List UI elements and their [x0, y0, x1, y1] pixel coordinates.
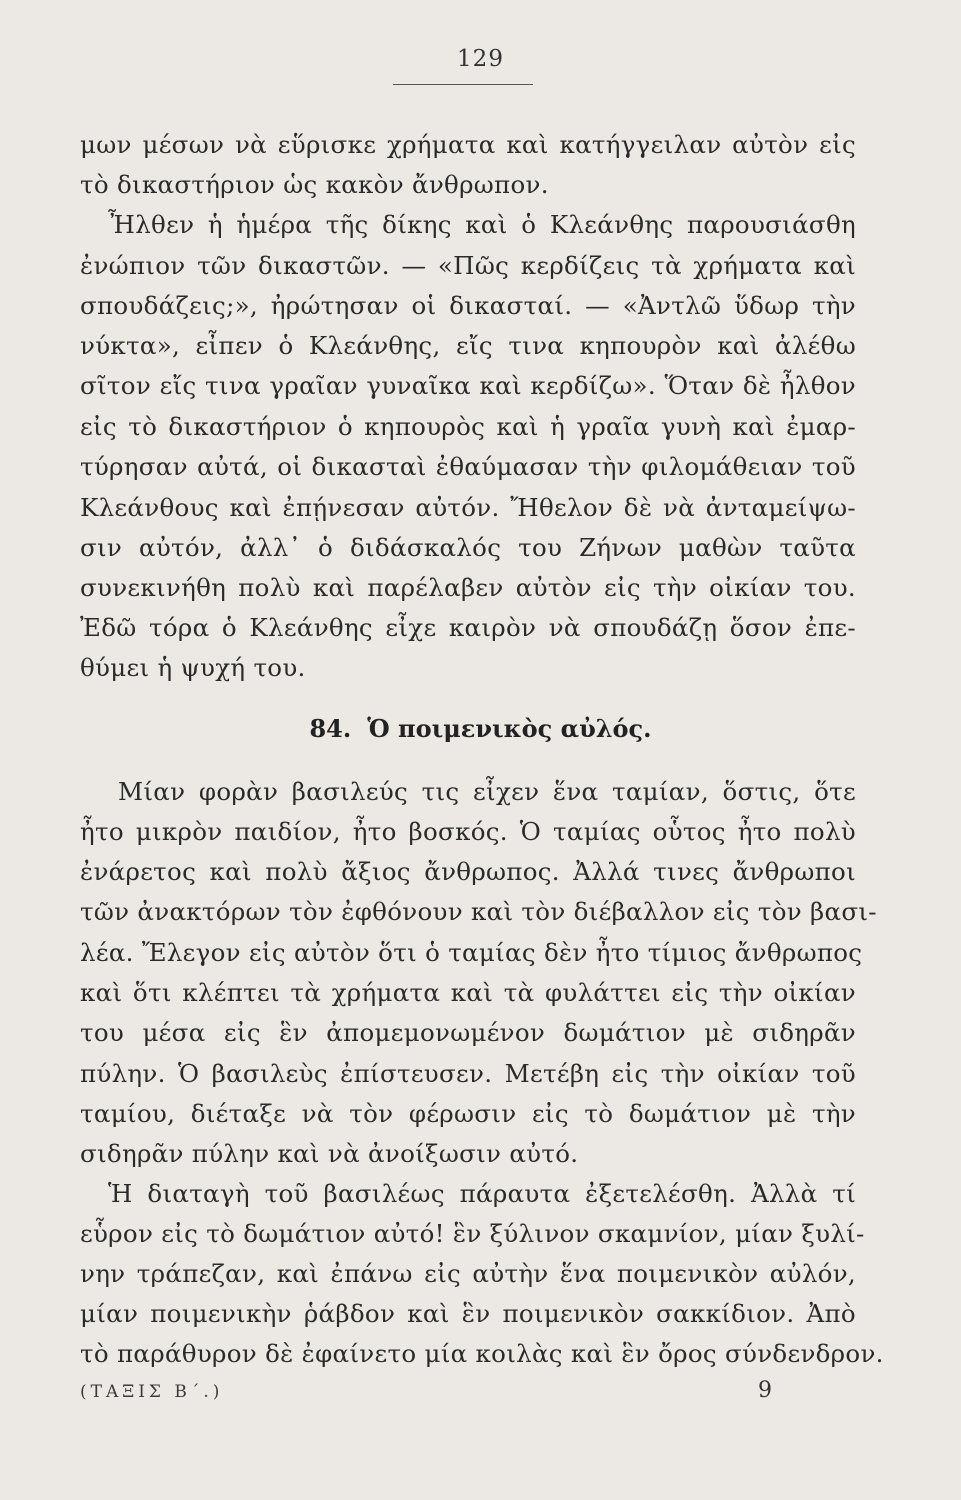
printer-signature: (ΤΑΞΙΣ Β΄.) [80, 1382, 224, 1402]
section-heading [0, 706, 961, 752]
text-line: λέα. Ἔλεγον εἰς αὐτὸν ὅτι ὁ ταμίας δὲν ἦτο τίμιος ἄνθρωπος [80, 938, 863, 967]
text-line: σῖτον εἴς τινα γραῖαν γυναῖκα καὶ κερδίζω». Ὅταν δὲ ἦλθον [80, 371, 856, 400]
text-line: ἦτο μικρὸν παιδίον, ἦτο βοσκός. Ὁ ταμίας οὗτος ἦτο πολὺ [80, 817, 856, 846]
text-line: Κλεάνθους καὶ ἐπῄνεσαν αὐτόν. Ἤθελον δὲ νὰ ἀνταμείψω- [80, 493, 856, 522]
text-line: καὶ ὅτι κλέπτει τὰ χρήματα καὶ τὰ φυλάττει εἰς τὴν οἰκίαν [80, 978, 856, 1007]
sheet-number: 9 [758, 1378, 772, 1403]
text-line: ταμίου, διέταξε νὰ τὸν φέρωσιν εἰς τὸ δωμάτιον μὲ τὴν [80, 1099, 856, 1128]
text-line: τύρησαν αὐτά, οἱ δικασταὶ ἐθαύμασαν τὴν φιλομάθειαν τοῦ [80, 452, 856, 481]
text-line: τῶν ἀνακτόρων τὸν ἐφθόνουν καὶ τὸν διέβαλλον εἰς τὸν βασι- [80, 897, 877, 926]
text-line: εὗρον εἰς τὸ δωμάτιον αὐτό! ἓν ξύλινον σκαμνίον, μίαν ξυλί- [80, 1219, 865, 1248]
text-line: Μίαν φορὰν βασιλεύς τις εἶχεν ἕνα ταμίαν, ὅστις, ὅτε [118, 777, 856, 806]
text-line: σιν αὐτόν, ἀλλ᾿ ὁ διδάσκαλός του Ζήνων μαθὼν ταῦτα [80, 533, 856, 562]
text-line: Ἐδῶ τόρα ὁ Κλεάνθης εἶχε καιρὸν νὰ σπουδάζῃ ὅσον ἐπε- [80, 613, 856, 642]
section-number: 84. [309, 714, 352, 743]
text-line: σιδηρᾶν πύλην καὶ νὰ ἀνοίξωσιν αὐτό. [80, 1139, 579, 1168]
text-line: τὸ παράθυρον δὲ ἐφαίνετο μία κοιλὰς καὶ ἓν ὄρος σύνδενδρον. [80, 1339, 884, 1368]
text-line: μων μέσων νὰ εὕρισκε χρήματα καὶ κατήγγειλαν αὐτὸν εἰς [80, 130, 856, 159]
text-line: ἐνώπιον τῶν δικαστῶν. — «Πῶς κερδίζεις τὰ χρήματα καὶ [80, 251, 856, 280]
text-line: Ἦλθεν ἡ ἡμέρα τῆς δίκης καὶ ὁ Κλεάνθης παρουσιάσθη [108, 210, 856, 239]
text-line: του μέσα εἰς ἓν ἀπομεμονωμένον δωμάτιον μὲ σιδηρᾶν [80, 1018, 856, 1047]
text-line: εἰς τὸ δικαστήριον ὁ κηπουρὸς καὶ ἡ γραῖα γυνὴ καὶ ἐμαρ- [80, 412, 856, 441]
section-title: Ὁ ποιμενικὸς αὐλός. [367, 714, 652, 743]
text-line: ἐνάρετος καὶ πολὺ ἄξιος ἄνθρωπος. Ἀλλά τινες ἄνθρωποι [80, 857, 856, 886]
text-line: θύμει ἡ ψυχή του. [80, 653, 306, 682]
page-number: 129 [457, 46, 504, 72]
text-line: Ἡ διαταγὴ τοῦ βασιλέως πάραυτα ἐξετελέσθη. Ἀλλὰ τί [108, 1179, 856, 1208]
text-line: συνεκινήθη πολὺ καὶ παρέλαβεν αὐτὸν εἰς τὴν οἰκίαν του. [80, 573, 856, 602]
text-line: μίαν ποιμενικὴν ῥάβδον καὶ ἓν ποιμενικὸν σακκίδιον. Ἀπὸ [80, 1299, 856, 1328]
text-line: τὸ δικαστήριον ὡς κακὸν ἄνθρωπον. [80, 170, 549, 199]
text-line: νην τράπεζαν, καὶ ἐπάνω εἰς αὐτὴν ἕνα ποιμενικὸν αὐλόν, [80, 1259, 856, 1288]
text-line: σπουδάζεις;», ἠρώτησαν οἱ δικασταί. — «Ἀντλῶ ὕδωρ τὴν [80, 291, 856, 320]
text-line: πύλην. Ὁ βασιλεὺς ἐπίστευσεν. Μετέβη εἰς τὴν οἰκίαν τοῦ [80, 1059, 856, 1088]
header-rule [393, 84, 533, 85]
text-line: νύκτα», εἶπεν ὁ Κλεάνθης, εἴς τινα κηπουρὸν καὶ ἀλέθω [80, 331, 856, 360]
